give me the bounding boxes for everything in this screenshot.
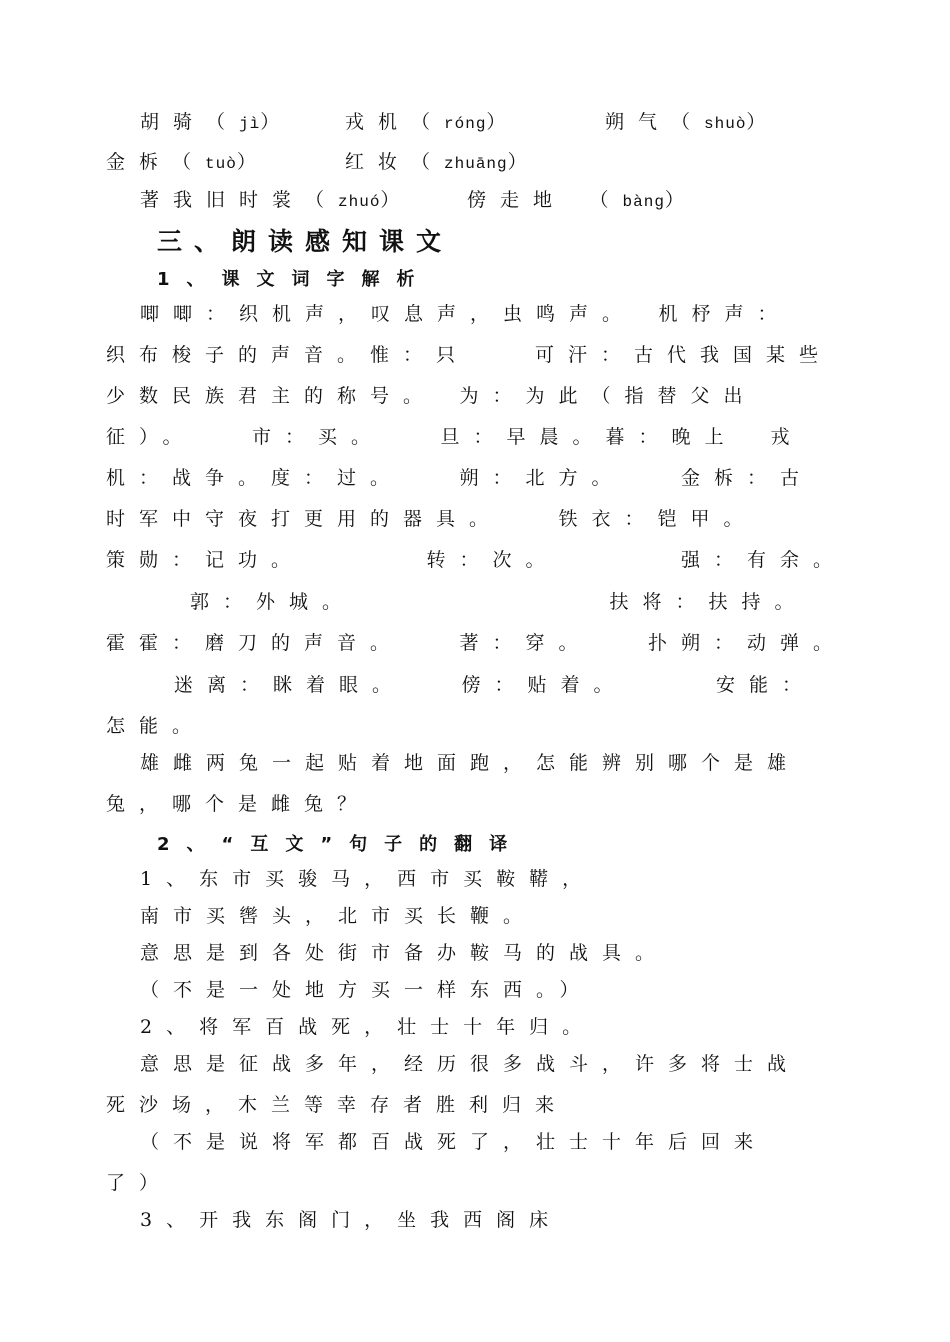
translation-line: 2、将军百战死，壮士十年归。 [140, 1016, 596, 1038]
translation-line: 死沙场，木兰等幸存者胜利归来 [106, 1094, 569, 1116]
section-title: 三、朗读感知课文 [157, 227, 454, 256]
term-jin-tuo: 金柝（tuò） [106, 151, 270, 173]
translation-line: 意思是征战多年，经历很多战斗，许多将士战 [140, 1053, 801, 1075]
translation-line: （不是说将军都百战死了，壮士十年后回来 [140, 1131, 768, 1153]
term-bang: 傍走地 （bàng） [467, 189, 698, 211]
gloss-line: 时军中守夜打更用的器具。 铁衣：铠甲。 [106, 508, 757, 530]
gloss-line: 怎能。 [106, 715, 206, 737]
term-zhuo: 著我旧时裳（zhuó） [140, 189, 414, 211]
term-hong-zhuang: 红妆（zhuāng） [345, 151, 541, 173]
gloss-line: 少数民族君主的称号。 为：为此（指替父出 [106, 385, 757, 407]
gloss-line: 迷离：眯着眼。 傍：贴着。 安能： [174, 674, 816, 696]
gloss-line: 霍霍：磨刀的声音。 著：穿。 扑朔：动弹。 [106, 632, 847, 654]
translation-line: 1、东市买骏马，西市买鞍鞯， [140, 868, 596, 890]
gloss-line: 郭：外城。 扶将：扶持。 [190, 591, 808, 613]
translation-line: 3、开我东阁门，坐我西阁床 [140, 1209, 563, 1231]
translation-line: （不是一处地方买一样东西。） [140, 979, 593, 1001]
term-shuo-qi: 朔气（shuò） [605, 111, 780, 133]
gloss-line: 兔，哪个是雌兔？ [106, 793, 371, 815]
term-rong-ji: 戎机（róng） [345, 111, 520, 133]
gloss-line: 策勋：记功。 转：次。 强：有余。 [106, 549, 847, 571]
gloss-line: 唧唧：织机声，叹息声，虫鸣声。 机杼声： [140, 303, 791, 325]
translation-line: 意思是到各处街市备办鞍马的战具。 [140, 942, 669, 964]
gloss-line: 雄雌两兔一起贴着地面跑，怎能辨别哪个是雄 [140, 752, 801, 774]
subsection-2-title: 2、“互文”句子的翻译 [157, 834, 525, 855]
translation-line: 南市买辔头，北市买长鞭。 [140, 905, 537, 927]
term-hu-ji: 胡骑（jì） [140, 111, 294, 133]
gloss-line: 征）。 市：买。 旦：早晨。暮：晚上 戎 [106, 426, 804, 448]
translation-line: 了） [106, 1172, 173, 1194]
subsection-1-title: 1、课文词字解析 [157, 269, 432, 290]
gloss-line: 织布梭子的声音。惟：只 可汗：古代我国某些 [106, 344, 833, 366]
gloss-line: 机：战争。度：过。 朔：北方。 金柝：古 [106, 467, 814, 489]
